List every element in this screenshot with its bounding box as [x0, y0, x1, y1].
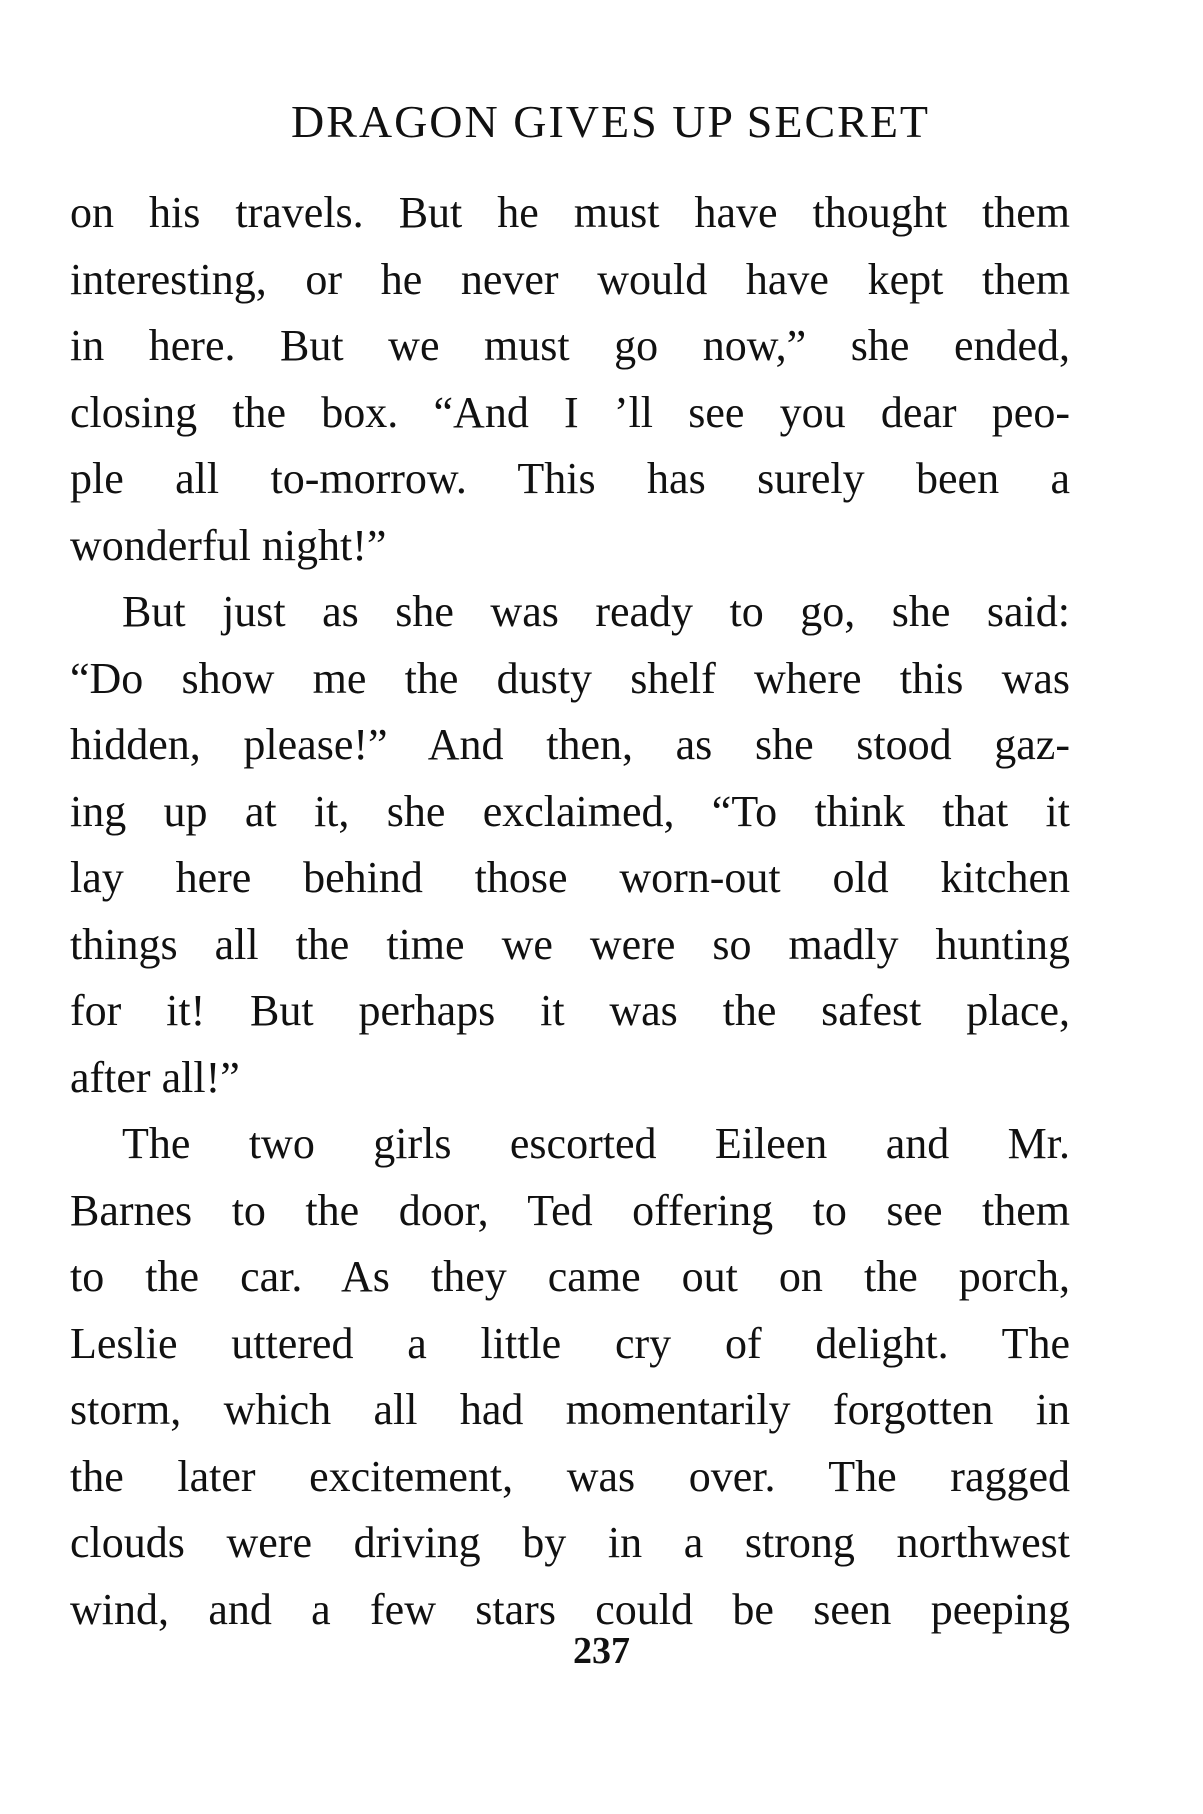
- page-number: 237: [573, 1630, 630, 1672]
- text-line: Leslie uttered a little cry of delight. The: [70, 1318, 1070, 1368]
- text-line: things all the time we were so madly hunting: [70, 919, 1070, 969]
- text-line: “Do show me the dusty shelf where this was: [70, 653, 1070, 703]
- text-line: the later excitement, was over. The ragged: [70, 1451, 1070, 1501]
- text-line: Barnes to the door, Ted offering to see them: [70, 1185, 1070, 1235]
- text-line: ple all to-morrow. This has surely been a: [70, 454, 1070, 503]
- text-line: clouds were driving by in a strong northwest: [70, 1518, 1070, 1567]
- text-line: wonderful night!”: [70, 520, 387, 570]
- running-header: DRAGON GIVES UP SECRET: [290, 96, 931, 147]
- text-line: after all!”: [70, 1052, 240, 1102]
- text-line: ing up at it, she exclaimed, “To think that it: [70, 786, 1070, 836]
- text-line: hidden, please!” And then, as she stood gaz-: [70, 720, 1070, 769]
- body-text: [70, 180, 1070, 1643]
- text-line: for it! But perhaps it was the safest place,: [70, 986, 1070, 1035]
- text-line: wind, and a few stars could be seen peeping: [70, 1584, 1070, 1634]
- text-line: in here. But we must go now,” she ended,: [70, 321, 1070, 370]
- text-line: closing the box. “And I ’ll see you dear peo-: [70, 387, 1070, 437]
- text-line: to the car. As they came out on the porch,: [70, 1252, 1070, 1301]
- text-line: interesting, or he never would have kept them: [70, 254, 1070, 304]
- text-line: But just as she was ready to go, she said:: [122, 587, 1070, 636]
- text-line: storm, which all had momentarily forgotten in: [70, 1385, 1070, 1434]
- text-line: lay here behind those worn-out old kitchen: [70, 853, 1070, 902]
- text-line: The two girls escorted Eileen and Mr.: [122, 1119, 1070, 1168]
- text-line: on his travels. But he must have thought them: [70, 188, 1070, 237]
